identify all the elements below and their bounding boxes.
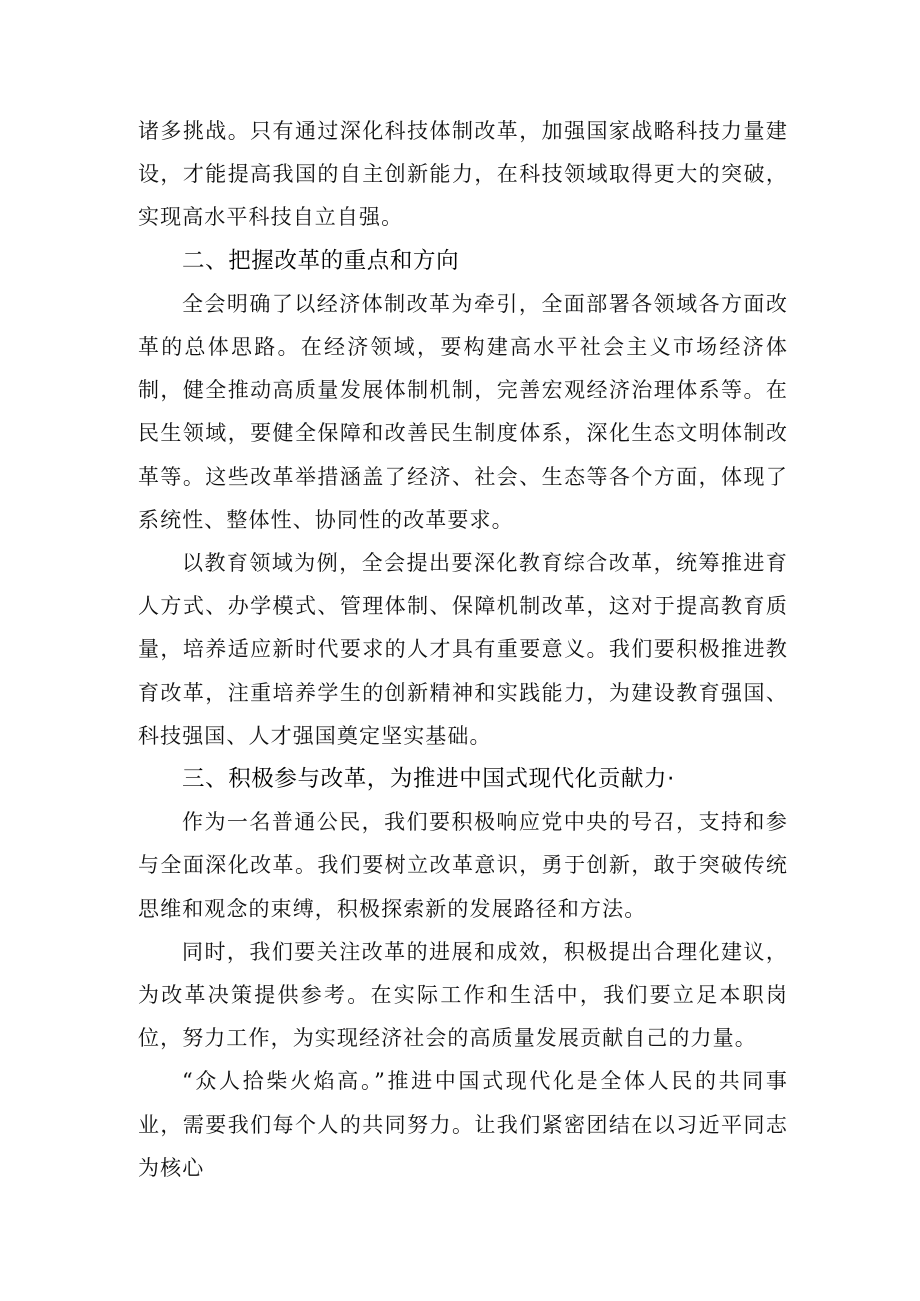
body-paragraph: 诸多挑战。只有通过深化科技体制改革，加强国家战略科技力量建设，才能提高我国的自主创新能力，在科技领域取得更大的突破，实现高水平科技自立自强。 (138, 119, 788, 230)
body-paragraph: 同时，我们要关注改革的进展和成效，积极提出合理化建议，为改革决策提供参考。在实际工作和生活中，我们要立足本职岗位，努力工作，为实现经济社会的高质量发展贡献自己的力量。 (138, 939, 788, 1051)
document-body (138, 110, 788, 1190)
body-paragraph: “众人拾柴火焰高。”推进中国式现代化是全体人民的共同事业，需要我们每个人的共同努力。让我们紧密团结在以习近平同志为核心 (138, 1069, 788, 1180)
section-heading: 二、把握改革的重点和方向 (182, 247, 460, 274)
body-paragraph: 全会明确了以经济体制改革为牵引，全面部署各领域各方面改革的总体思路。在经济领域，要构建高水平社会主义市场经济体制，健全推动高质量发展体制机制，完善宏观经济治理体系等。在民生领域，要健全保障和改善民生制度体系，深化生态文明体制改革等。这些改革举措涵盖了经济、社会、生态等各个方面，体现了系统性、整体性、协同性的改革要求。 (138, 291, 788, 532)
section-heading: 三、积极参与改革，为推进中国式现代化贡献力· (182, 766, 675, 793)
body-paragraph: 作为一名普通公民，我们要积极响应党中央的号召，支持和参与全面深化改革。我们要树立改革意识，勇于创新，敢于突破传统思维和观念的束缚，积极探索新的发展路径和方法。 (138, 810, 788, 921)
body-paragraph: 以教育领域为例，全会提出要深化教育综合改革，统筹推进育人方式、办学模式、管理体制、保障机制改革，这对于提高教育质量，培养适应新时代要求的人才具有重要意义。我们要积极推进教育改革，注重培养学生的创新精神和实践能力，为建设教育强国、科技强国、人才强国奠定坚实基础。 (138, 551, 788, 748)
